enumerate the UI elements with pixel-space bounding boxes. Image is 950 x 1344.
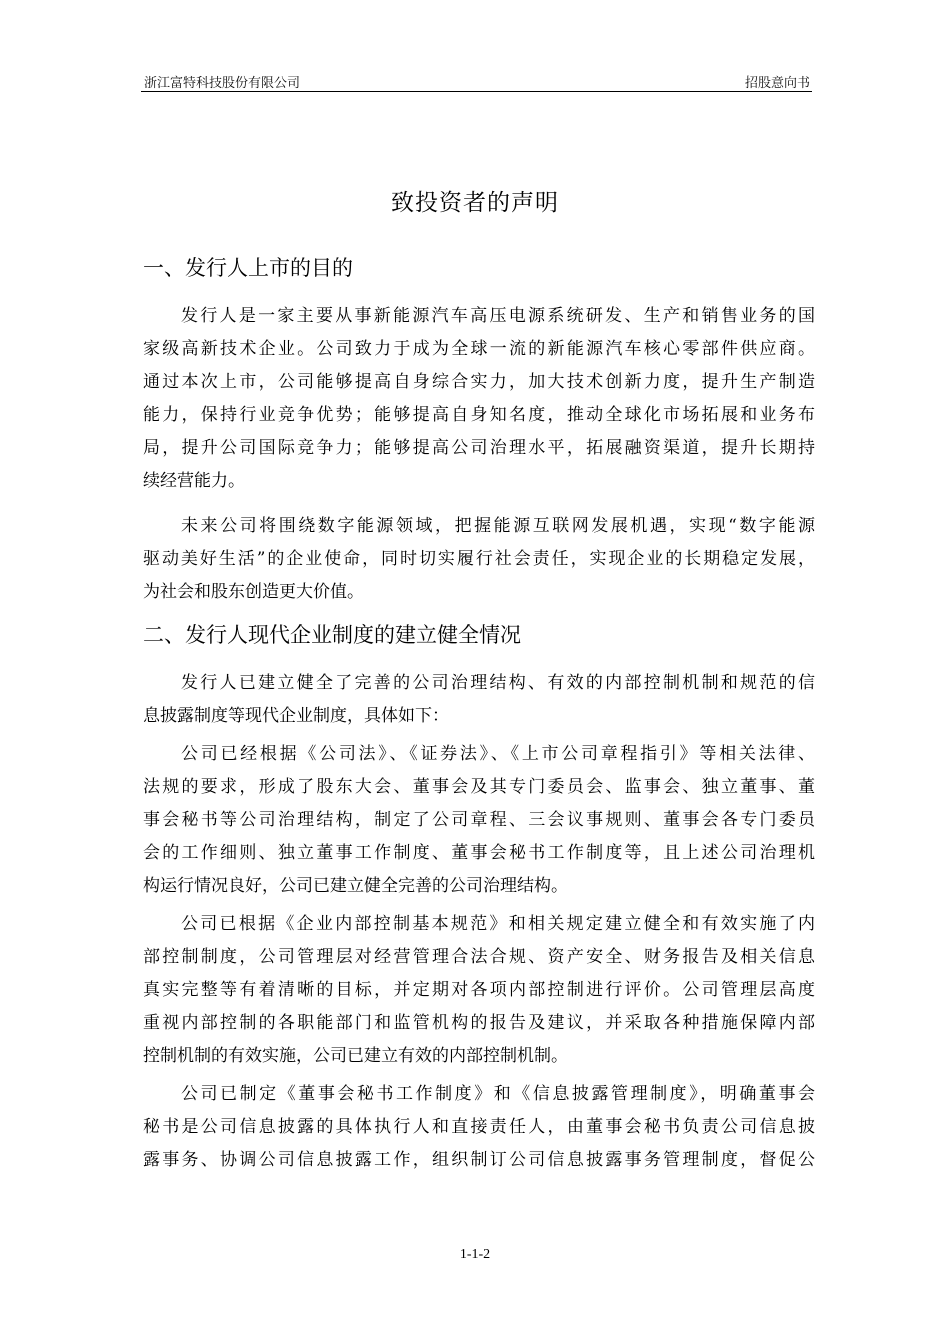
text-line: 为社会和股东创造更大价值。 <box>143 582 364 602</box>
section-heading: 二、发行人现代企业制度的建立健全情况 <box>143 623 521 647</box>
header-company-name: 浙江富特科技股份有限公司 <box>144 76 301 91</box>
text-line: 家级高新技术企业。公司致力于成为全球一流的新能源汽车核心零部件供应商。 <box>143 339 815 359</box>
text-line: 发行人已建立健全了完善的公司治理结构、有效的内部控制机制和规范的信 <box>181 673 815 693</box>
text-line: 公司已经根据《公司法》、《证券法》、《上市公司章程指引》等相关法律、 <box>181 744 815 764</box>
text-line: 部控制制度，公司管理层对经营管理合法合规、资产安全、财务报告及相关信息 <box>143 947 815 967</box>
text-line: 重视内部控制的各职能部门和监管机构的报告及建议，并采取各种措施保障内部 <box>143 1013 815 1033</box>
page-title: 致投资者的声明 <box>391 190 559 216</box>
text-line: 能力，保持行业竞争优势；能够提高自身知名度，推动全球化市场拓展和业务布 <box>143 405 815 425</box>
text-line: 续经营能力。 <box>143 471 245 491</box>
text-line: 通过本次上市，公司能够提高自身综合实力，加大技术创新力度，提升生产制造 <box>143 372 815 392</box>
text-line: 未来公司将围绕数字能源领域，把握能源互联网发展机遇，实现“数字能源 <box>181 516 815 536</box>
text-line: 露事务、协调公司信息披露工作，组织制订公司信息披露事务管理制度，督促公 <box>143 1150 815 1170</box>
text-line: 控制机制的有效实施，公司已建立有效的内部控制机制。 <box>143 1046 568 1066</box>
text-line: 事会秘书等公司治理结构，制定了公司章程、三会议事规则、董事会各专门委员 <box>143 810 815 830</box>
text-line: 构运行情况良好，公司已建立健全完善的公司治理结构。 <box>143 876 568 896</box>
text-line: 真实完整等有着清晰的目标，并定期对各项内部控制进行评价。公司管理层高度 <box>143 980 815 1000</box>
text-line: 公司已根据《企业内部控制基本规范》和相关规定建立健全和有效实施了内 <box>181 914 815 934</box>
header-document-type: 招股意向书 <box>744 76 810 91</box>
text-line: 法规的要求，形成了股东大会、董事会及其专门委员会、监事会、独立董事、董 <box>143 777 815 797</box>
text-line: 公司已制定《董事会秘书工作制度》和《信息披露管理制度》，明确董事会 <box>181 1084 815 1104</box>
text-line: 息披露制度等现代企业制度，具体如下： <box>143 706 449 726</box>
text-line: 会的工作细则、独立董事工作制度、董事会秘书工作制度等，且上述公司治理机 <box>143 843 815 863</box>
text-line: 局，提升公司国际竞争力；能够提高公司治理水平，拓展融资渠道，提升长期持 <box>143 438 815 458</box>
text-line: 驱动美好生活”的企业使命，同时切实履行社会责任，实现企业的长期稳定发展， <box>143 549 815 569</box>
text-line: 发行人是一家主要从事新能源汽车高压电源系统研发、生产和销售业务的国 <box>181 306 815 326</box>
header-divider <box>141 91 812 92</box>
text-line: 秘书是公司信息披露的具体执行人和直接责任人，由董事会秘书负责公司信息披 <box>143 1117 815 1137</box>
section-heading: 一、发行人上市的目的 <box>143 256 353 280</box>
page-number: 1-1-2 <box>459 1247 491 1262</box>
